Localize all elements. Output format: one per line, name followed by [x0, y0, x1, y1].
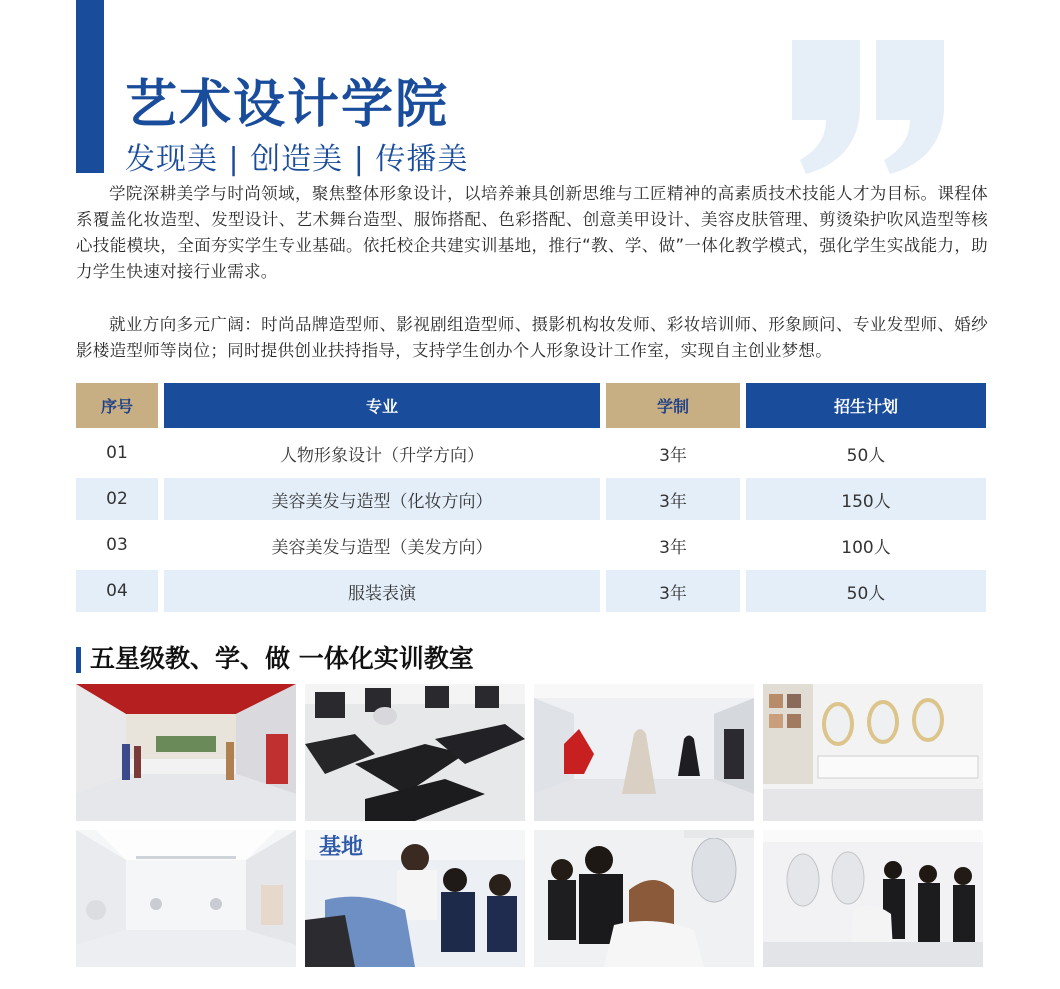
- gallery-hall-photo: [76, 684, 296, 821]
- intro-paragraph: 学院深耕美学与时尚领域，聚焦整体形象设计，以培养兼具创新思维与工匠精神的高素质技术技能人才为目标。课程体系覆盖化妆造型、发型设计、艺术舞台造型、服饰搭配、色彩搭配、创意美甲设计、美容皮肤管理、剪烫染护吹风造型等核心技能模块，全面夯实学生专业基础。依托校企共建实训基地，推行“教、学、做”一体化教学模式，强化学生实战能力，助力学生快速对接行业需求。: [76, 184, 988, 281]
- row-duration: 3年: [606, 478, 740, 520]
- table-row: [76, 478, 986, 520]
- signage-text: 基地: [319, 835, 364, 860]
- row-duration: 3年: [606, 570, 740, 612]
- enrollment-table: [76, 383, 986, 616]
- table-row: [76, 524, 986, 566]
- white-studio-photo: [76, 830, 296, 967]
- row-major: 美容美发与造型（化妆方向）: [164, 478, 600, 520]
- header-cell-index: 序号: [76, 383, 158, 428]
- row-index: 01: [76, 432, 158, 474]
- row-plan: 50人: [746, 432, 986, 474]
- section-title: 五星级教、学、做 一体化实训教室: [90, 644, 474, 673]
- row-duration: 3年: [606, 432, 740, 474]
- row-index: 04: [76, 570, 158, 612]
- header-cell-major: 专业: [164, 383, 600, 428]
- makeup-stations-photo: [763, 684, 983, 821]
- career-paragraph: 就业方向多元广阔：时尚品牌造型师、影视剧组造型师、摄影机构妆发师、彩妆培训师、形象顾问、专业发型师、婚纱影楼造型师等岗位；同时提供创业扶持指导，支持学生创办个人形象设计工作室，实现自主创业梦想。: [76, 315, 988, 360]
- row-index: 03: [76, 524, 158, 566]
- table-row: [76, 432, 986, 474]
- row-major: 服装表演: [164, 570, 600, 612]
- salon-chairs-photo: [305, 684, 525, 821]
- row-plan: 150人: [746, 478, 986, 520]
- row-plan: 100人: [746, 524, 986, 566]
- table-row: [76, 570, 986, 612]
- hairdressing-lesson-photo: [534, 830, 754, 967]
- styling-practice-photo: [763, 830, 983, 967]
- row-plan: 50人: [746, 570, 986, 612]
- row-major: 美容美发与造型（美发方向）: [164, 524, 600, 566]
- header-cell-duration: 学制: [606, 383, 740, 428]
- section-marker: [76, 647, 81, 673]
- row-duration: 3年: [606, 524, 740, 566]
- fabric-lesson-photo: [305, 830, 525, 967]
- page-title: 艺术设计学院: [125, 75, 450, 135]
- quote-mark-icon: [786, 36, 950, 176]
- header-cell-plan: 招生计划: [746, 383, 986, 428]
- accent-bar: [76, 0, 104, 173]
- table-header-row: [76, 383, 986, 428]
- row-major: 人物形象设计（升学方向）: [164, 432, 600, 474]
- gown-exhibition-photo: [534, 684, 754, 821]
- row-index: 02: [76, 478, 158, 520]
- page-subtitle: 发现美 | 创造美 | 传播美: [125, 142, 469, 177]
